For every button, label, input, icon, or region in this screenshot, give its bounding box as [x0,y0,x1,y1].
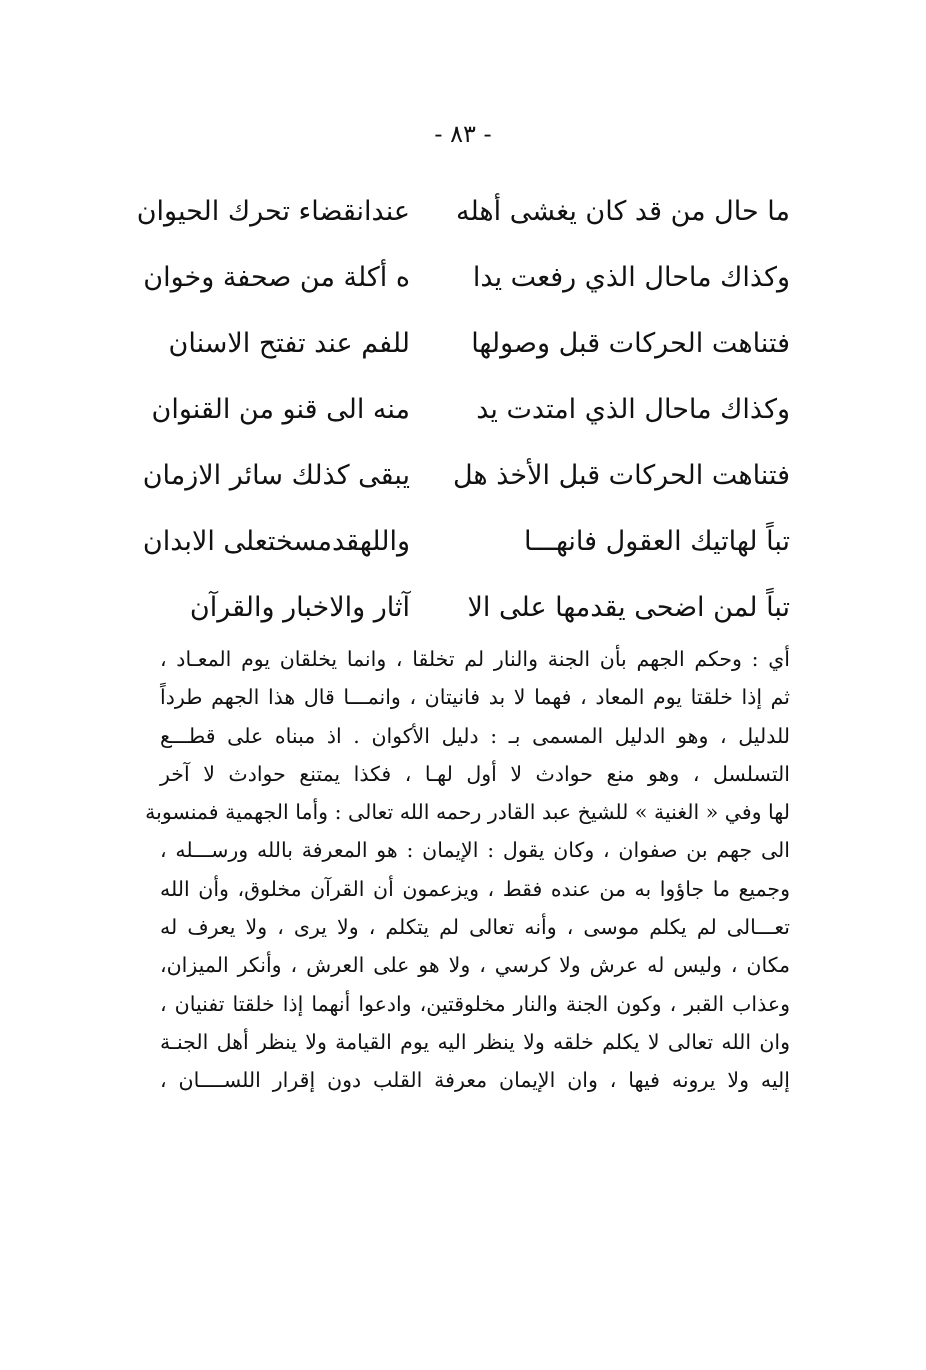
prose-line: للدليل ، وهو الدليل المسمى بـ : دليل الأكوان . اذ مبناه على قطـــع [160,723,790,748]
prose-line: ثم إذا خلقتا يوم المعاد ، فهما لا بد فانيتان ، وانمـــا قال هذا الجهم طرداً [160,685,790,710]
prose-line: إليه ولا يرونه فيها ، وان الإيمان معرفة القلب دون إقرار اللســــان ، [160,1068,790,1093]
verse-first-hemistich: فتناهت الحركات قبل وصولها [471,327,790,359]
poem-verses [136,178,790,640]
verse-line [142,442,790,508]
verse-first-hemistich: فتناهت الحركات قبل الأخذ هل [452,459,790,491]
prose-line: وعذاب القبر ، وكون الجنة والنار مخلوقتين، وادعوا أنهما إذا خلقتا تفنيان ، [160,991,790,1016]
verse-second-hemistich: آثار والاخبار والقرآن [189,591,410,623]
verse-line [143,244,790,310]
prose-line: لها وفي « الغنية » للشيخ عبد القادر رحمه الله تعالى : وأما الجهمية فمنسوبة [145,800,790,825]
prose-line: مكان ، وليس له عرش ولا كرسي ، ولا هو على العرش ، وأنكر الميزان، [160,953,790,978]
verse-second-hemistich: منه الى قنو من القنوان [151,393,410,425]
verse-first-hemistich: وكذاك ماحال الذي امتدت يد [476,393,790,425]
verse-first-hemistich: وكذاك ماحال الذي رفعت يدا [472,261,790,293]
prose-line: التسلسل ، وهو منع حوادث لا أول لهـا ، فكذا يمتنع حوادث لا آخر [160,761,790,786]
verse-second-hemistich: واللهقدمسختعلى الابدان [142,525,410,557]
verse-second-hemistich: عندانقضاء تحرك الحيوان [136,195,410,227]
prose-line: وان الله تعالى لا يكلم خلقه ولا ينظر اليه يوم القيامة ولا ينظر أهل الجنـة [160,1029,790,1054]
verse-line [151,376,790,442]
verse-second-hemistich: ه أكلة من صحفة وخوان [143,261,410,293]
verse-first-hemistich: ما حال من قد كان يغشى أهله [455,195,790,227]
commentary-paragraph [145,640,790,1100]
verse-first-hemistich: تباً لهاتيك العقول فانهـــا [524,525,790,557]
verse-first-hemistich: تباً لمن اضحى يقدمها على الا [467,591,790,623]
verse-line [160,310,790,376]
prose-line: الى جهم بن صفوان ، وكان يقول : الإيمان : هو المعرفة بالله ورســـله ، [160,838,790,863]
prose-line: أي : وحكم الجهم بأن الجنة والنار لم تخلقا ، وانما يخلقان يوم المعـاد ، [160,647,790,671]
verse-line [136,178,790,244]
verse-second-hemistich: يبقى كذلك سائر الازمان [142,459,410,491]
page-number: - ٨٣ - [434,120,492,148]
verse-line [160,574,790,640]
prose-line: وجميع ما جاؤوا به من عنده فقط ، ويزعمون أن القرآن مخلوق، وأن الله [160,876,790,901]
prose-line: تعـــالى لم يكلم موسى ، وأنه تعالى لم يتكلم ، ولا يرى ، ولا يعرف له [160,915,790,940]
verse-second-hemistich: للفم عند تفتح الاسنان [168,327,410,359]
verse-line [142,508,790,574]
